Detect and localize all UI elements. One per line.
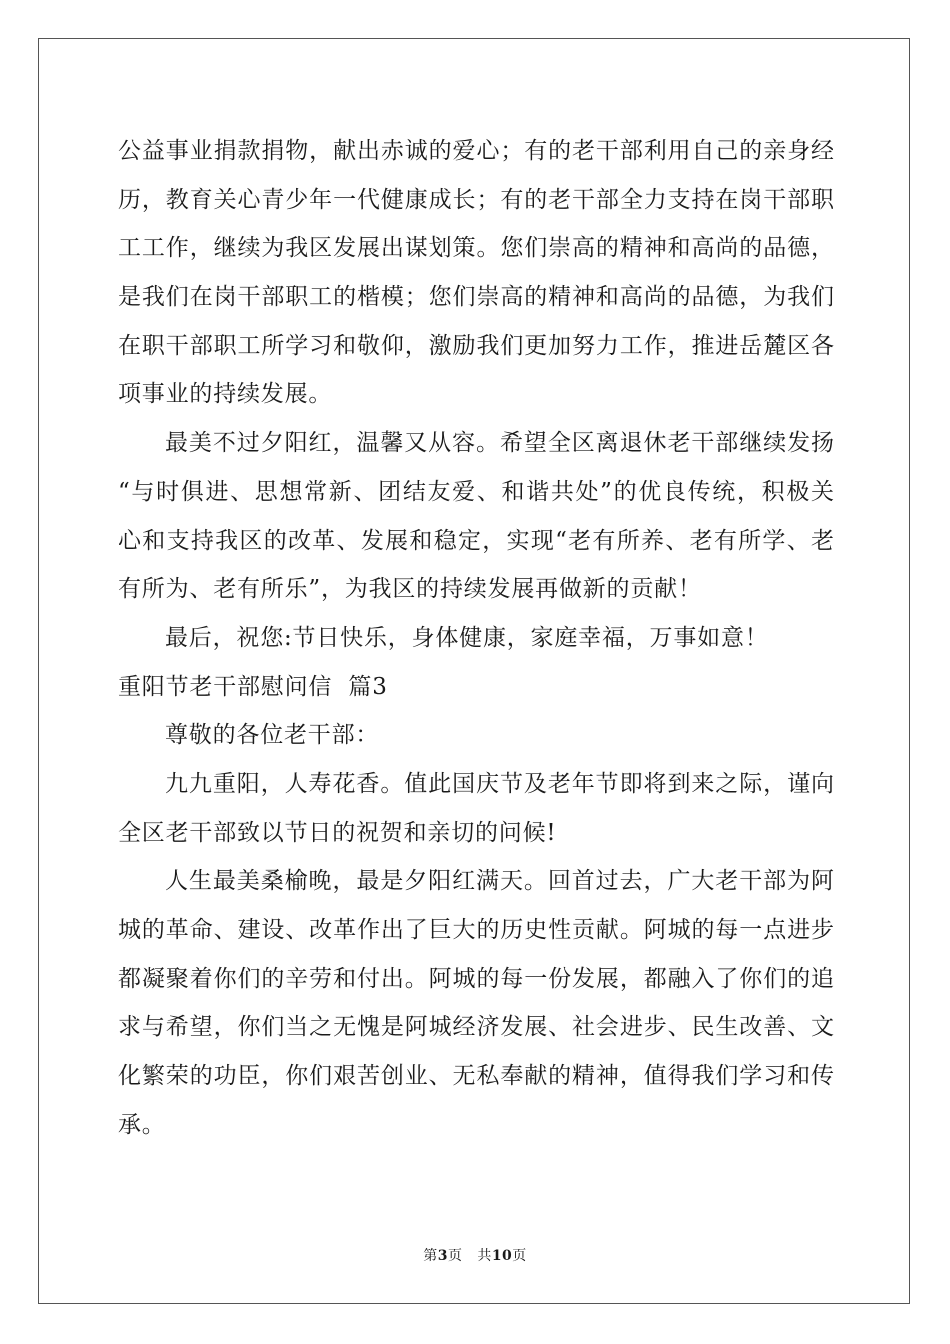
text-line: 人生最美桑榆晚，最是夕阳红满天。回首过去，广大老干部为阿 [165, 868, 834, 895]
document-body [118, 127, 834, 1149]
text-line: 公益事业捐款捐物，献出赤诚的爱心；有的老干部利用自己的亲身经 [118, 138, 834, 164]
footer-total-prefix: 共 [477, 1248, 492, 1264]
page-number: 3 [437, 1248, 448, 1264]
text-line: 有所为、老有所乐”，为我区的持续发展再做新的贡献！ [118, 576, 702, 603]
footer-prefix: 第 [423, 1248, 438, 1264]
total-pages: 10 [491, 1248, 513, 1264]
footer-total-suffix: 页 [512, 1248, 527, 1264]
text-line: 城的革命、建设、改革作出了巨大的历史性贡献。阿城的每一点进步 [118, 917, 834, 943]
text-line: 都凝聚着你们的辛劳和付出。阿城的每一份发展，都融入了你们的追 [118, 965, 834, 992]
text-line: 承。 [118, 1111, 166, 1138]
text-line: 最美不过夕阳红，温馨又从容。希望全区离退休老干部继续发扬 [165, 430, 834, 457]
text-line: 工工作，继续为我区发展出谋划策。您们崇高的精神和高尚的品德， [118, 235, 834, 262]
text-line: 求与希望，你们当之无愧是阿城经济发展、社会进步、民生改善、文 [118, 1014, 834, 1041]
footer-page-suffix: 页 [447, 1248, 463, 1264]
text-line: 历，教育关心青少年一代健康成长；有的老干部全力支持在岗干部职 [118, 186, 834, 213]
text-line: 项事业的持续发展。 [118, 381, 333, 408]
text-line: 心和支持我区的改革、发展和稳定，实现“老有所养、老有所学、老 [118, 527, 834, 554]
text-line: 最后，祝您:节日快乐，身体健康，家庭幸福，万事如意！ [165, 624, 769, 651]
text-line: 九九重阳，人寿花香。值此国庆节及老年节即将到来之际，谨向 [165, 770, 834, 797]
text-line: “与时俱进、思想常新、团结友爱、和谐共处”的优良传统，积极关 [118, 478, 834, 505]
salutation: 尊敬的各位老干部： [165, 722, 380, 749]
text-line: 在职干部职工所学习和敬仰，激励我们更加努力工作，推进岳麓区各 [118, 332, 834, 359]
text-line: 化繁荣的功臣，你们艰苦创业、无私奉献的精神，值得我们学习和传 [118, 1063, 834, 1090]
section-heading: 重阳节老干部慰问信 篇3 [118, 673, 388, 700]
text-line: 全区老干部致以节日的祝贺和亲切的问候! [118, 819, 557, 846]
text-line: 是我们在岗干部职工的楷模；您们崇高的精神和高尚的品德，为我们 [118, 284, 834, 311]
page-footer [0, 1245, 950, 1265]
